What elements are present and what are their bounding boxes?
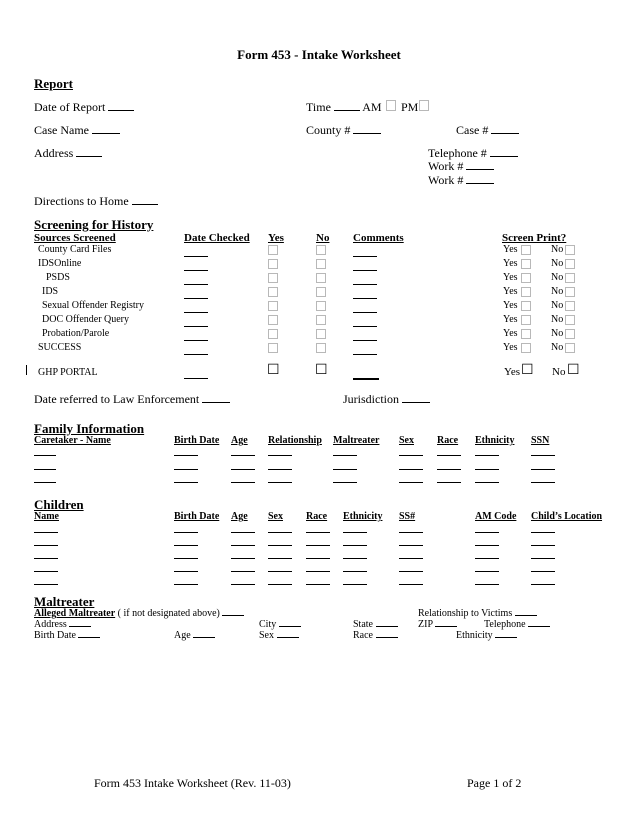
- no-checkbox-1[interactable]: [316, 259, 326, 269]
- children-col-4: Race: [306, 511, 328, 522]
- ghp-comments-blank[interactable]: [353, 378, 379, 380]
- child-blank-r0-c8[interactable]: [531, 532, 555, 533]
- county-label: County #: [306, 123, 351, 137]
- child-blank-r1-c5[interactable]: [343, 545, 367, 546]
- maltreater-race-field[interactable]: [353, 630, 398, 641]
- print-no-checkbox-3[interactable]: [565, 287, 575, 297]
- ghp-print-no-label: No: [552, 366, 566, 378]
- date-checked-blank-3[interactable]: [184, 298, 208, 299]
- print-yes-label-0: Yes: [503, 244, 518, 255]
- child-blank-r0-c1[interactable]: [174, 532, 198, 533]
- family-col-4: Maltreater: [333, 435, 380, 446]
- date-checked-blank-0[interactable]: [184, 256, 208, 257]
- yes-checkbox-5[interactable]: [268, 315, 278, 325]
- print-yes-label-4: Yes: [503, 300, 518, 311]
- family-blank-r0-c7[interactable]: [475, 455, 499, 456]
- date-checked-blank-1[interactable]: [184, 270, 208, 271]
- children-col-8: Child’s Location: [531, 511, 603, 522]
- child-blank-r2-c5[interactable]: [343, 558, 367, 559]
- time-label: Time: [306, 100, 331, 114]
- child-blank-r4-c5[interactable]: [343, 584, 367, 585]
- state-field[interactable]: [353, 619, 398, 630]
- maltreater-sex-field[interactable]: [259, 630, 299, 641]
- print-no-checkbox-4[interactable]: [565, 301, 575, 311]
- state-label: State: [353, 619, 373, 630]
- child-blank-r2-c8[interactable]: [531, 558, 555, 559]
- ghp-print-no-checkbox[interactable]: ☐: [567, 363, 580, 378]
- family-blank-r1-c0[interactable]: [34, 469, 56, 470]
- am-checkbox[interactable]: [386, 100, 396, 111]
- comments-blank-2[interactable]: [353, 284, 377, 285]
- child-blank-r0-c6[interactable]: [399, 532, 423, 533]
- comments-blank-4[interactable]: [353, 312, 377, 313]
- print-yes-label-3: Yes: [503, 286, 518, 297]
- maltreater-birth-date-field[interactable]: [34, 630, 100, 641]
- family-blank-r1-c6[interactable]: [437, 469, 461, 470]
- children-col-0: Name: [34, 511, 59, 522]
- no-checkbox-7[interactable]: [316, 343, 326, 353]
- source-label-2: PSDS: [46, 272, 70, 283]
- print-no-label-1: No: [551, 258, 564, 269]
- no-checkbox-2[interactable]: [316, 273, 326, 283]
- child-blank-r1-c2[interactable]: [231, 545, 255, 546]
- no-checkbox-4[interactable]: [316, 301, 326, 311]
- family-blank-r2-c6[interactable]: [437, 482, 461, 483]
- family-blank-r2-c4[interactable]: [333, 482, 357, 483]
- child-blank-r2-c0[interactable]: [34, 558, 58, 559]
- maltreater-address-label: Address: [34, 619, 67, 630]
- work-label-1: Work #: [428, 159, 464, 173]
- ghp-print-yes-label: Yes: [504, 366, 521, 378]
- family-col-2: Age: [231, 435, 248, 446]
- print-yes-checkbox-4[interactable]: [521, 301, 531, 311]
- alleged-maltreater-label: Alleged Maltreater: [34, 608, 116, 619]
- col-screen-print: Screen Print?: [502, 232, 567, 244]
- child-blank-r0-c2[interactable]: [231, 532, 255, 533]
- family-col-1: Birth Date: [174, 435, 220, 446]
- print-yes-checkbox-7[interactable]: [521, 343, 531, 353]
- print-yes-label-2: Yes: [503, 272, 518, 283]
- print-no-checkbox-5[interactable]: [565, 315, 575, 325]
- comments-blank-7[interactable]: [353, 354, 377, 355]
- child-blank-r4-c3[interactable]: [268, 584, 292, 585]
- report-heading: Report: [34, 76, 73, 91]
- child-blank-r0-c4[interactable]: [306, 532, 330, 533]
- source-label-1: IDSOnline: [38, 258, 82, 269]
- no-checkbox-5[interactable]: [316, 315, 326, 325]
- print-no-label-0: No: [551, 244, 564, 255]
- child-blank-r1-c3[interactable]: [268, 545, 292, 546]
- source-label-5: DOC Offender Query: [42, 314, 130, 325]
- directions-label: Directions to Home: [34, 194, 129, 208]
- family-blank-r1-c7[interactable]: [475, 469, 499, 470]
- child-blank-r3-c7[interactable]: [475, 571, 499, 572]
- ghp-yes-checkbox[interactable]: ☐: [267, 363, 280, 378]
- family-blank-r2-c2[interactable]: [231, 482, 255, 483]
- child-blank-r1-c7[interactable]: [475, 545, 499, 546]
- city-label: City: [259, 619, 277, 630]
- child-blank-r3-c3[interactable]: [268, 571, 292, 572]
- child-blank-r3-c4[interactable]: [306, 571, 330, 572]
- child-blank-r4-c6[interactable]: [399, 584, 423, 585]
- address-label: Address: [34, 146, 74, 160]
- work-label-2: Work #: [428, 173, 464, 187]
- family-blank-r1-c4[interactable]: [333, 469, 357, 470]
- child-blank-r4-c0[interactable]: [34, 584, 58, 585]
- family-col-7: Ethnicity: [475, 435, 515, 446]
- row-marker: [26, 365, 27, 375]
- family-blank-r0-c0[interactable]: [34, 455, 56, 456]
- print-yes-label-6: Yes: [503, 328, 518, 339]
- date-checked-blank-5[interactable]: [184, 326, 208, 327]
- col-yes: Yes: [268, 232, 284, 244]
- no-checkbox-6[interactable]: [316, 329, 326, 339]
- child-blank-r0-c0[interactable]: [34, 532, 58, 533]
- family-blank-r2-c0[interactable]: [34, 482, 56, 483]
- child-blank-r2-c2[interactable]: [231, 558, 255, 559]
- comments-blank-6[interactable]: [353, 340, 377, 341]
- child-blank-r2-c1[interactable]: [174, 558, 198, 559]
- child-blank-r3-c1[interactable]: [174, 571, 198, 572]
- print-yes-label-5: Yes: [503, 314, 518, 325]
- date-of-report-label: Date of Report: [34, 100, 106, 114]
- family-blank-r1-c3[interactable]: [268, 469, 292, 470]
- family-col-3: Relationship: [268, 435, 322, 446]
- child-blank-r3-c0[interactable]: [34, 571, 58, 572]
- child-blank-r3-c8[interactable]: [531, 571, 555, 572]
- pm-checkbox[interactable]: [419, 100, 429, 111]
- child-blank-r1-c8[interactable]: [531, 545, 555, 546]
- jurisdiction-field[interactable]: [343, 392, 430, 407]
- ghp-date-blank[interactable]: [184, 378, 208, 379]
- child-blank-r3-c6[interactable]: [399, 571, 423, 572]
- child-blank-r1-c4[interactable]: [306, 545, 330, 546]
- source-label-7: SUCCESS: [38, 342, 82, 353]
- children-col-5: Ethnicity: [343, 511, 383, 522]
- family-heading: Family Information: [34, 421, 145, 436]
- source-label-0: County Card Files: [38, 244, 112, 255]
- maltreater-age-field[interactable]: [174, 630, 215, 641]
- yes-checkbox-6[interactable]: [268, 329, 278, 339]
- children-col-2: Age: [231, 511, 248, 522]
- no-checkbox-3[interactable]: [316, 287, 326, 297]
- child-blank-r3-c2[interactable]: [231, 571, 255, 572]
- child-blank-r2-c4[interactable]: [306, 558, 330, 559]
- relationship-label: Relationship to Victims: [418, 608, 513, 619]
- family-blank-r0-c4[interactable]: [333, 455, 357, 456]
- alleged-maltreater-field[interactable]: [34, 608, 244, 619]
- family-blank-r2-c5[interactable]: [399, 482, 423, 483]
- maltreater-birth-date-label: Birth Date: [34, 630, 76, 641]
- child-blank-r2-c7[interactable]: [475, 558, 499, 559]
- child-blank-r4-c7[interactable]: [475, 584, 499, 585]
- print-no-label-6: No: [551, 328, 564, 339]
- child-blank-r4-c2[interactable]: [231, 584, 255, 585]
- maltreater-sex-label: Sex: [259, 630, 274, 641]
- family-blank-r1-c1[interactable]: [174, 469, 198, 470]
- family-col-6: Race: [437, 435, 459, 446]
- col-comments: Comments: [353, 232, 404, 244]
- comments-blank-3[interactable]: [353, 298, 377, 299]
- yes-checkbox-3[interactable]: [268, 287, 278, 297]
- work-field-1[interactable]: [428, 159, 494, 174]
- source-label-3: IDS: [42, 286, 59, 297]
- address-field[interactable]: [34, 146, 102, 161]
- yes-checkbox-4[interactable]: [268, 301, 278, 311]
- zip-label: ZIP: [418, 619, 433, 630]
- print-no-label-4: No: [551, 300, 564, 311]
- print-yes-checkbox-6[interactable]: [521, 329, 531, 339]
- print-yes-label-7: Yes: [503, 342, 518, 353]
- children-col-6: SS#: [399, 511, 416, 522]
- page-title: Form 453 - Intake Worksheet: [237, 47, 401, 62]
- print-yes-checkbox-1[interactable]: [521, 259, 531, 269]
- directions-field[interactable]: [34, 194, 158, 209]
- col-date-checked: Date Checked: [184, 232, 250, 244]
- alleged-note: ( if not designated above): [117, 608, 220, 619]
- maltreater-telephone-field[interactable]: [484, 619, 550, 630]
- relationship-field[interactable]: [418, 608, 537, 619]
- comments-blank-0[interactable]: [353, 256, 377, 257]
- col-no: No: [316, 232, 330, 244]
- maltreater-age-label: Age: [174, 630, 191, 641]
- case-number-field[interactable]: [456, 123, 519, 138]
- child-blank-r4-c1[interactable]: [174, 584, 198, 585]
- case-number-label: Case #: [456, 123, 489, 137]
- family-blank-r1-c5[interactable]: [399, 469, 423, 470]
- child-blank-r4-c8[interactable]: [531, 584, 555, 585]
- family-blank-r0-c3[interactable]: [268, 455, 292, 456]
- print-no-checkbox-1[interactable]: [565, 259, 575, 269]
- yes-checkbox-2[interactable]: [268, 273, 278, 283]
- law-enforcement-label: Date referred to Law Enforcement: [34, 392, 200, 406]
- maltreater-heading: Maltreater: [34, 594, 95, 609]
- family-blank-r2-c3[interactable]: [268, 482, 292, 483]
- telephone-label: Telephone #: [428, 146, 487, 160]
- footer-form-name: Form 453 Intake Worksheet (Rev. 11-03): [94, 776, 291, 790]
- maltreater-ethnicity-label: Ethnicity: [456, 630, 493, 641]
- print-no-checkbox-7[interactable]: [565, 343, 575, 353]
- yes-checkbox-7[interactable]: [268, 343, 278, 353]
- family-col-0: Caretaker - Name: [34, 435, 111, 446]
- footer-page-number: Page 1 of 2: [467, 776, 522, 790]
- child-blank-r4-c4[interactable]: [306, 584, 330, 585]
- yes-checkbox-1[interactable]: [268, 259, 278, 269]
- child-blank-r2-c6[interactable]: [399, 558, 423, 559]
- screening-heading: Screening for History: [34, 217, 154, 232]
- zip-field[interactable]: [418, 619, 457, 630]
- child-blank-r1-c1[interactable]: [174, 545, 198, 546]
- am-label: AM: [362, 100, 382, 114]
- print-no-checkbox-6[interactable]: [565, 329, 575, 339]
- case-name-label: Case Name: [34, 123, 89, 137]
- ghp-no-checkbox[interactable]: ☐: [315, 363, 328, 378]
- print-yes-checkbox-3[interactable]: [521, 287, 531, 297]
- maltreater-race-label: Race: [353, 630, 373, 641]
- no-checkbox-0[interactable]: [316, 245, 326, 255]
- maltreater-address-field[interactable]: [34, 619, 91, 630]
- yes-checkbox-0[interactable]: [268, 245, 278, 255]
- family-blank-r0-c5[interactable]: [399, 455, 423, 456]
- family-blank-r1-c8[interactable]: [531, 469, 555, 470]
- date-of-report-field[interactable]: [34, 100, 134, 115]
- child-blank-r0-c5[interactable]: [343, 532, 367, 533]
- print-no-label-2: No: [551, 272, 564, 283]
- print-yes-checkbox-0[interactable]: [521, 245, 531, 255]
- child-blank-r1-c0[interactable]: [34, 545, 58, 546]
- child-blank-r0-c3[interactable]: [268, 532, 292, 533]
- pm-label: PM: [401, 100, 419, 114]
- family-blank-r0-c8[interactable]: [531, 455, 555, 456]
- child-blank-r3-c5[interactable]: [343, 571, 367, 572]
- maltreater-ethnicity-field[interactable]: [456, 630, 517, 641]
- source-label-4: Sexual Offender Registry: [42, 300, 145, 311]
- family-blank-r0-c2[interactable]: [231, 455, 255, 456]
- col-sources-screened: Sources Screened: [34, 232, 116, 244]
- children-col-3: Sex: [268, 511, 283, 522]
- family-blank-r0-c1[interactable]: [174, 455, 198, 456]
- date-checked-blank-7[interactable]: [184, 354, 208, 355]
- county-field[interactable]: [306, 123, 381, 138]
- print-yes-checkbox-5[interactable]: [521, 315, 531, 325]
- case-name-field[interactable]: [34, 123, 120, 138]
- maltreater-telephone-label: Telephone: [484, 619, 526, 630]
- print-yes-label-1: Yes: [503, 258, 518, 269]
- print-no-label-7: No: [551, 342, 564, 353]
- time-field[interactable]: [306, 100, 382, 115]
- family-col-8: SSN: [531, 435, 550, 446]
- comments-blank-1[interactable]: [353, 270, 377, 271]
- family-blank-r2-c1[interactable]: [174, 482, 198, 483]
- children-heading: Children: [34, 497, 84, 512]
- print-yes-checkbox-2[interactable]: [521, 273, 531, 283]
- children-col-1: Birth Date: [174, 511, 220, 522]
- jurisdiction-label: Jurisdiction: [343, 392, 399, 406]
- family-blank-r1-c2[interactable]: [231, 469, 255, 470]
- date-checked-blank-6[interactable]: [184, 340, 208, 341]
- ghp-portal-label: GHP PORTAL: [38, 367, 98, 378]
- comments-blank-5[interactable]: [353, 326, 377, 327]
- children-col-7: AM Code: [475, 511, 517, 522]
- family-blank-r0-c6[interactable]: [437, 455, 461, 456]
- family-col-5: Sex: [399, 435, 414, 446]
- work-field-2[interactable]: [428, 173, 494, 188]
- print-no-checkbox-0[interactable]: [565, 245, 575, 255]
- city-field[interactable]: [259, 619, 301, 630]
- date-checked-blank-2[interactable]: [184, 284, 208, 285]
- print-no-checkbox-2[interactable]: [565, 273, 575, 283]
- date-checked-blank-4[interactable]: [184, 312, 208, 313]
- source-label-6: Probation/Parole: [42, 328, 110, 339]
- print-no-label-5: No: [551, 314, 564, 325]
- child-blank-r2-c3[interactable]: [268, 558, 292, 559]
- family-blank-r2-c7[interactable]: [475, 482, 499, 483]
- print-no-label-3: No: [551, 286, 564, 297]
- law-enforcement-field[interactable]: [34, 392, 230, 407]
- child-blank-r1-c6[interactable]: [399, 545, 423, 546]
- child-blank-r0-c7[interactable]: [475, 532, 499, 533]
- ghp-print-yes-checkbox[interactable]: ☐: [521, 363, 534, 378]
- family-blank-r2-c8[interactable]: [531, 482, 555, 483]
